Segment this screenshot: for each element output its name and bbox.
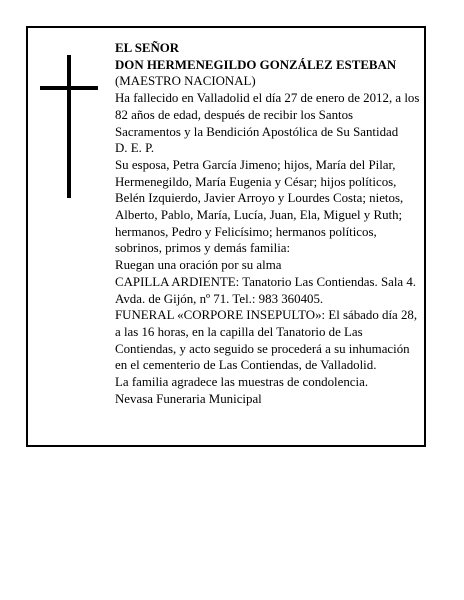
rip-line: D. E. P. — [115, 141, 155, 156]
obituary-text — [115, 40, 421, 407]
obituary-notice — [26, 26, 426, 447]
funeral-info: FUNERAL «CORPORE INSEPULTO»: El sábado día 28, a las 16 horas, en la capilla del Tanatorio de Las Contiendas, y acto seguido se procederá a su inhumación en el cementerio de Las Contiendas, de Valladolid. — [115, 308, 418, 373]
funeral-home: Nevasa Funeraria Municipal — [115, 391, 262, 406]
chapel-info: CAPILLA ARDIENTE: Tanatorio Las Contiendas. Sala 4. Avda. de Gijón, nº 71. Tel.: 983 360405. — [115, 274, 417, 306]
cross-vertical-bar — [67, 55, 71, 198]
cross-horizontal-bar — [40, 86, 98, 90]
deceased-name: DON HERMENEGILDO GONZÁLEZ ESTEBAN — [115, 57, 397, 72]
prayer-request: Ruegan una oración por su alma — [115, 258, 282, 273]
deceased-title: (MAESTRO NACIONAL) — [115, 74, 256, 89]
family-list: Su esposa, Petra García Jimeno; hijos, María del Pilar, Hermenegildo, María Eugenia y César; hijos políticos, Belén Izquierdo, Javier Arroyo y Lourdes Costa; nietos, Alberto, Pablo, María, Lucía, Juan, Ela, Miguel y Ruth; hermanos, Pedro y Felicísimo; hermanos políticos, sobrinos, primos y demás familia: — [115, 157, 404, 256]
header-line: EL SEÑOR — [115, 41, 180, 55]
death-announcement: Ha fallecido en Valladolid el día 27 de enero de 2012, a los 82 años de edad, después de recibir los Santos Sacramentos y la Bendición Apostólica de Su Santidad — [115, 91, 420, 139]
thanks-line: La familia agradece las muestras de condolencia. — [115, 375, 369, 390]
